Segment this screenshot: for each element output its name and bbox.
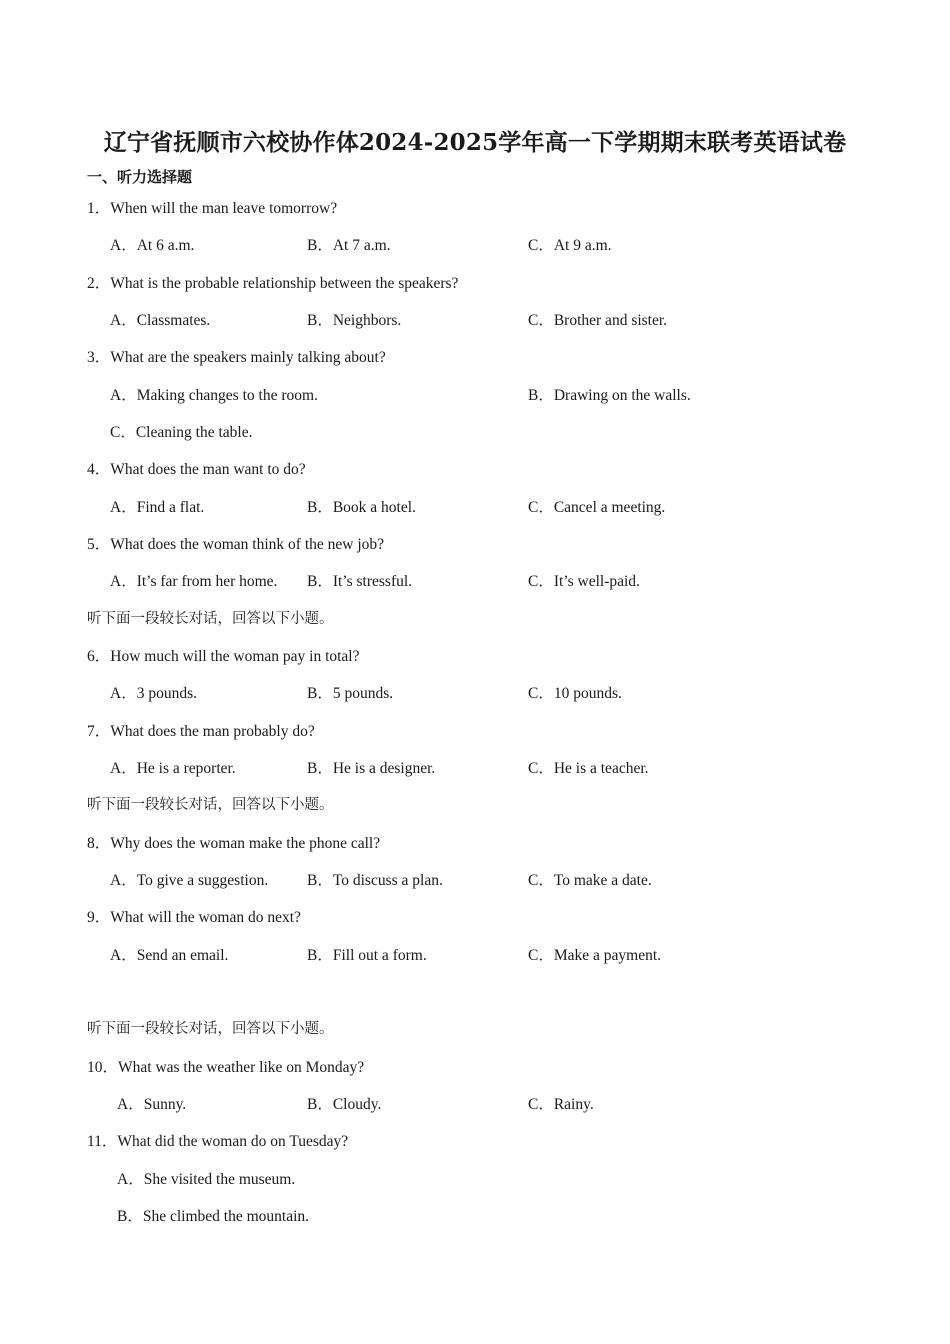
question-2: 2．What is the probable relationship between the speakers?: [87, 275, 459, 292]
question-5: 5．What does the woman think of the new job?: [87, 536, 385, 553]
option-6c: C．10 pounds.: [528, 685, 622, 702]
document-title: 辽宁省抚顺市六校协作体2024-2025学年高一下学期期末联考英语试卷: [103, 129, 847, 156]
option-9b: B．Fill out a form.: [307, 947, 427, 964]
option-8c: C．To make a date.: [528, 872, 652, 889]
option-6b: B．5 pounds.: [307, 685, 394, 702]
option-11a: A．She visited the museum.: [117, 1171, 296, 1188]
question-10: 10．What was the weather like on Monday?: [87, 1059, 365, 1076]
question-11: 11．What did the woman do on Tuesday?: [87, 1133, 349, 1150]
question-3: 3．What are the speakers mainly talking about?: [87, 349, 386, 366]
option-3a: A．Making changes to the room.: [110, 387, 318, 404]
option-1c: C．At 9 a.m.: [528, 237, 612, 254]
option-1a: A．At 6 a.m.: [110, 237, 195, 254]
option-5a: A．It’s far from her home.: [110, 573, 278, 590]
instruction-2: 听下面一段较长对话，回答以下小题。: [87, 797, 334, 813]
option-10b: B．Cloudy.: [307, 1096, 382, 1113]
option-2b: B．Neighbors.: [307, 312, 402, 329]
option-3b: B．Drawing on the walls.: [528, 387, 691, 404]
section-heading: 一、听力选择题: [87, 168, 193, 186]
option-10c: C．Rainy.: [528, 1096, 594, 1113]
question-7: 7．What does the man probably do?: [87, 723, 315, 740]
option-4a: A．Find a flat.: [110, 499, 205, 516]
option-9a: A．Send an email.: [110, 947, 229, 964]
option-8b: B．To discuss a plan.: [307, 872, 443, 889]
option-7b: B．He is a designer.: [307, 760, 436, 777]
option-6a: A．3 pounds.: [110, 685, 197, 702]
option-9c: C．Make a payment.: [528, 947, 662, 964]
option-3c: C．Cleaning the table.: [110, 424, 253, 441]
question-8: 8．Why does the woman make the phone call?: [87, 835, 381, 852]
option-5c: C．It’s well-paid.: [528, 573, 640, 590]
option-2a: A．Classmates.: [110, 312, 211, 329]
instruction-1: 听下面一段较长对话，回答以下小题。: [87, 611, 334, 627]
option-4c: C．Cancel a meeting.: [528, 499, 666, 516]
option-10a: A．Sunny.: [117, 1096, 187, 1113]
option-5b: B．It’s stressful.: [307, 573, 413, 590]
option-2c: C．Brother and sister.: [528, 312, 668, 329]
question-4: 4．What does the man want to do?: [87, 461, 306, 478]
option-11b: B．She climbed the mountain.: [117, 1208, 310, 1225]
instruction-3: 听下面一段较长对话，回答以下小题。: [87, 1021, 334, 1037]
option-7a: A．He is a reporter.: [110, 760, 236, 777]
question-9: 9．What will the woman do next?: [87, 909, 301, 926]
question-6: 6．How much will the woman pay in total?: [87, 648, 360, 665]
option-4b: B．Book a hotel.: [307, 499, 416, 516]
question-1: 1．When will the man leave tomorrow?: [87, 200, 338, 217]
option-1b: B．At 7 a.m.: [307, 237, 391, 254]
option-7c: C．He is a teacher.: [528, 760, 649, 777]
option-8a: A．To give a suggestion.: [110, 872, 269, 889]
